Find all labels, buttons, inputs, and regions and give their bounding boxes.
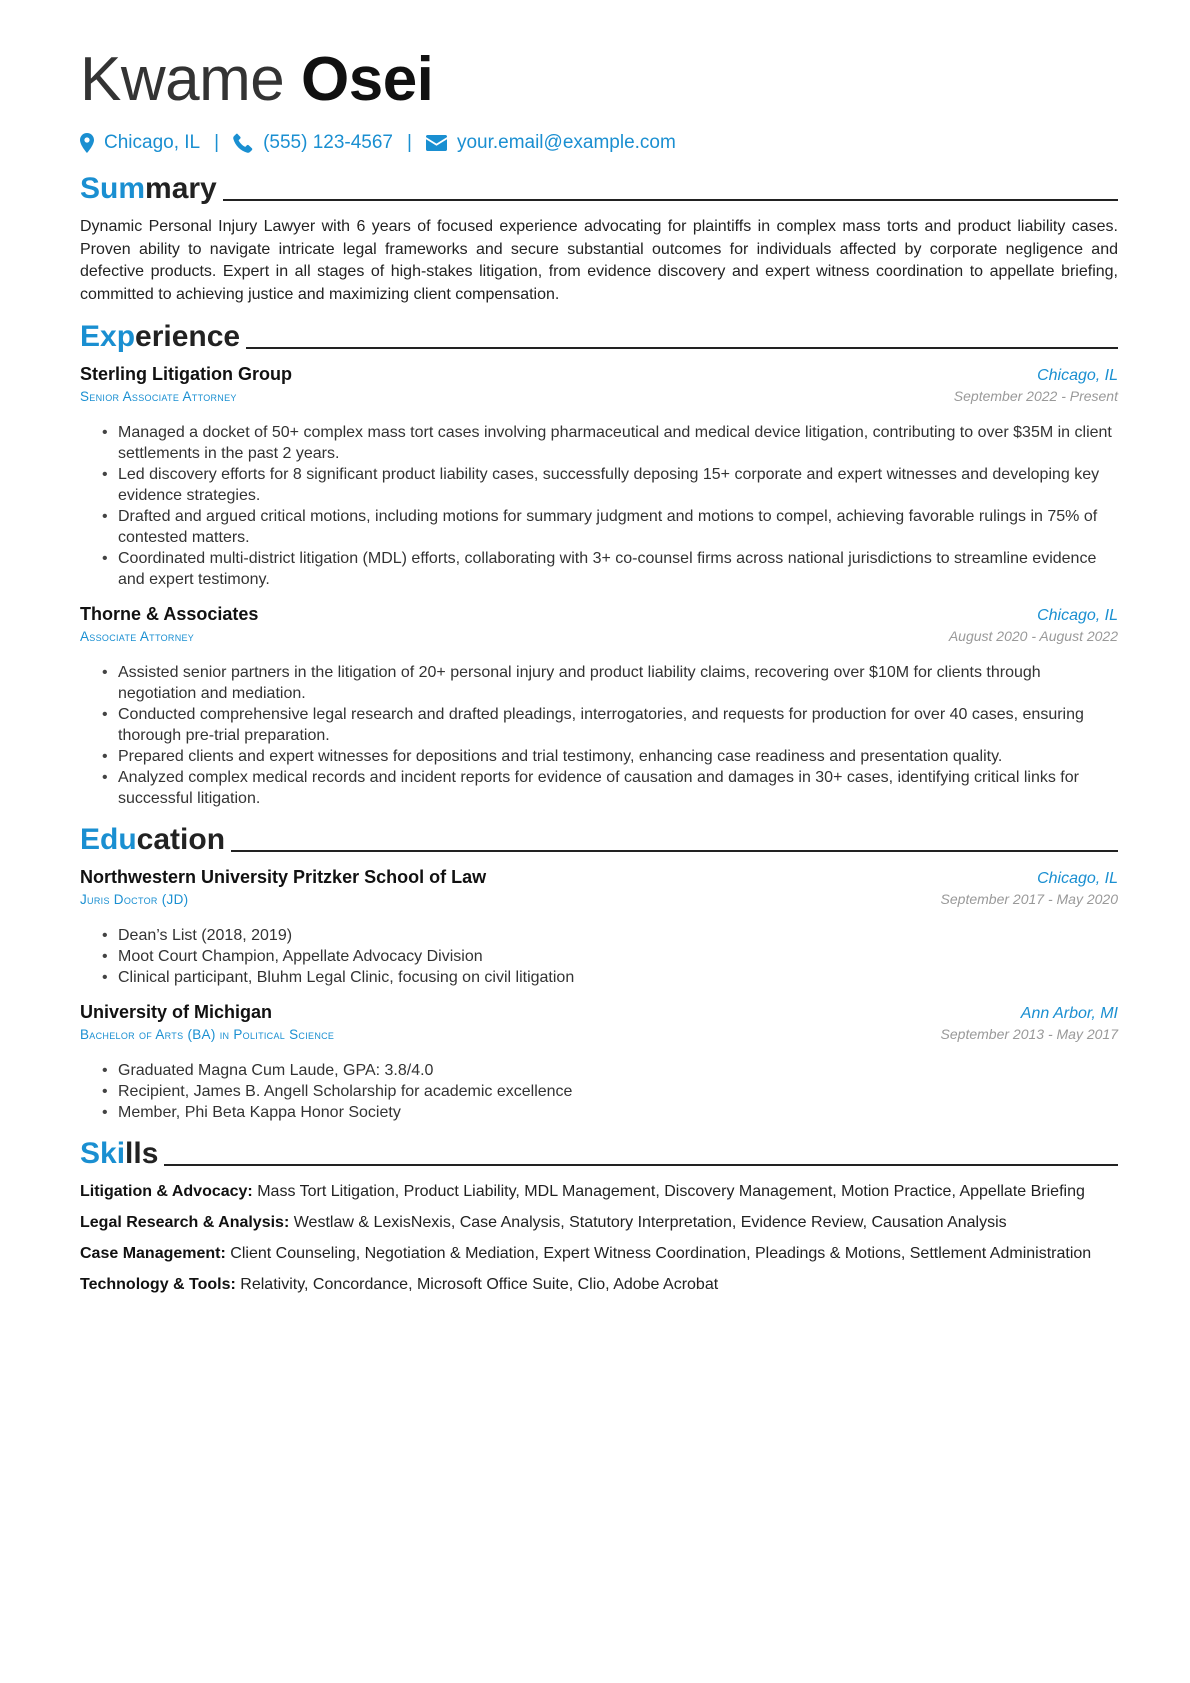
bullet-item: • Dean’s List (2018, 2019): [102, 925, 1118, 946]
bullet-item: • Graduated Magna Cum Laude, GPA: 3.8/4.0: [102, 1060, 1118, 1081]
contact-location: [80, 132, 200, 154]
experience-entry: [80, 364, 1118, 590]
experience-section-heading: [80, 314, 1118, 354]
candidate-name: [80, 46, 1118, 114]
section-divider: [223, 199, 1118, 201]
phone-text: (555) 123-4567: [263, 132, 393, 153]
skill-line: [80, 1181, 1118, 1203]
contact-phone[interactable]: [233, 132, 393, 154]
bullet-list: [80, 925, 1118, 988]
bullet-list: [80, 662, 1118, 809]
entry-location: Chicago, IL: [1037, 870, 1118, 887]
summary-text: Dynamic Personal Injury Lawyer with 6 years of focused experience advocating for plaintiffs in complex mass torts and product liability cases. Proven ability to navigate intricate legal frameworks and secure substantial outcomes for individuals affected by corporate negligence and defective products. Expert in all stages of high-stakes litigation, from evidence discovery and expert witness coordination to appellate briefing, committed to achieving justice and maximizing client compensation.: [80, 218, 1118, 303]
school-name: University of Michigan: [80, 1002, 273, 1022]
bullet-item: • Analyzed complex medical records and incident reports for evidence of causation and damages in 30+ cases, identifying critical links for successful litigation.: [102, 767, 1118, 809]
section-title: Education: [80, 823, 226, 856]
skill-line: [80, 1243, 1118, 1265]
education-section-heading: [80, 817, 1118, 857]
company-name: Thorne & Associates: [80, 604, 259, 624]
entry-dates: September 2017 - May 2020: [940, 891, 1118, 907]
email-link: your.email@example.com: [456, 132, 676, 153]
bullet-item: • Recipient, James B. Angell Scholarship for academic excellence: [102, 1081, 1118, 1102]
map-marker-icon: [80, 133, 94, 153]
skills-list: [80, 1181, 1118, 1296]
contact-separator: |: [407, 132, 412, 153]
contact-separator: |: [214, 132, 220, 153]
section-title: Experience: [80, 320, 241, 353]
bullet-list: [80, 1060, 1118, 1123]
skill-label: Technology & Tools:: [80, 1276, 236, 1293]
contact-bar: [80, 128, 1118, 158]
first-name: Kwame: [80, 45, 285, 114]
skill-label: Litigation & Advocacy:: [80, 1183, 253, 1200]
degree: Juris Doctor (JD): [80, 892, 189, 907]
phone-icon: [233, 133, 253, 153]
entry-dates: September 2022 - Present: [953, 388, 1118, 404]
bullet-item: • Coordinated multi-district litigation (MDL) efforts, collaborating with 3+ co-counsel firms across national jurisdictions to streamline evidence and expert testimony.: [102, 548, 1118, 590]
skill-value: Westlaw & LexisNexis, Case Analysis, Statutory Interpretation, Evidence Review, Causation Analysis: [293, 1214, 1007, 1231]
entry-location: Chicago, IL: [1037, 367, 1118, 384]
last-name: Osei: [300, 45, 434, 114]
entry-dates: August 2020 - August 2022: [948, 628, 1118, 644]
skill-value: Mass Tort Litigation, Product Liability, MDL Management, Discovery Management, Motion Practice, Appellate Briefing: [257, 1183, 1085, 1200]
company-name: Sterling Litigation Group: [80, 364, 292, 384]
skill-line: [80, 1274, 1118, 1296]
entry-location: Ann Arbor, MI: [1020, 1005, 1118, 1022]
entry-location: Chicago, IL: [1037, 607, 1118, 624]
skills-section-heading: [80, 1131, 1118, 1171]
education-entry: [80, 867, 1118, 988]
degree: Bachelor of Arts (BA) in Political Science: [80, 1027, 335, 1042]
bullet-item: • Conducted comprehensive legal research and drafted pleadings, interrogatories, and requests for production for over 40 cases, ensuring thorough pre-trial preparation.: [102, 704, 1118, 746]
school-name: Northwestern University Pritzker School of Law: [80, 867, 487, 887]
job-title: Senior Associate Attorney: [80, 389, 237, 404]
bullet-item: • Moot Court Champion, Appellate Advocacy Division: [102, 946, 1118, 967]
section-divider: [231, 850, 1118, 852]
bullet-item: • Prepared clients and expert witnesses for depositions and trial testimony, enhancing case readiness and presentation quality.: [102, 746, 1118, 767]
entry-dates: September 2013 - May 2017: [940, 1026, 1118, 1042]
summary-section-heading: [80, 166, 1118, 206]
bullet-item: • Drafted and argued critical motions, including motions for summary judgment and motions to compel, achieving favorable rulings in 75% of contested matters.: [102, 506, 1118, 548]
experience-entry: [80, 604, 1118, 809]
job-title: Associate Attorney: [80, 629, 195, 644]
section-divider: [164, 1164, 1118, 1166]
skill-line: [80, 1212, 1118, 1234]
education-entry: [80, 1002, 1118, 1123]
bullet-list: [80, 422, 1118, 590]
section-title: Skills: [80, 1137, 159, 1170]
skill-value: Relativity, Concordance, Microsoft Office Suite, Clio, Adobe Acrobat: [240, 1276, 719, 1293]
location-text: Chicago, IL: [104, 132, 201, 153]
bullet-item: • Managed a docket of 50+ complex mass tort cases involving pharmaceutical and medical device litigation, contributing to over $35M in client settlements in the past 2 years.: [102, 422, 1118, 464]
skill-label: Legal Research & Analysis:: [80, 1214, 290, 1231]
bullet-item: • Clinical participant, Bluhm Legal Clinic, focusing on civil litigation: [102, 967, 1118, 988]
bullet-item: • Led discovery efforts for 8 significant product liability cases, successfully deposing 15+ corporate and expert witnesses and developing key evidence strategies.: [102, 464, 1118, 506]
section-divider: [246, 347, 1118, 349]
bullet-item: • Assisted senior partners in the litigation of 20+ personal injury and product liability claims, recovering over $10M for clients through negotiation and mediation.: [102, 662, 1118, 704]
section-title: Summary: [80, 172, 217, 205]
bullet-item: • Member, Phi Beta Kappa Honor Society: [102, 1102, 1118, 1123]
skill-label: Case Management:: [80, 1245, 226, 1262]
envelope-icon: [426, 135, 447, 151]
skill-value: Client Counseling, Negotiation & Mediation, Expert Witness Coordination, Pleadings & Motions, Settlement Administration: [230, 1245, 1092, 1262]
contact-email[interactable]: [426, 132, 676, 154]
